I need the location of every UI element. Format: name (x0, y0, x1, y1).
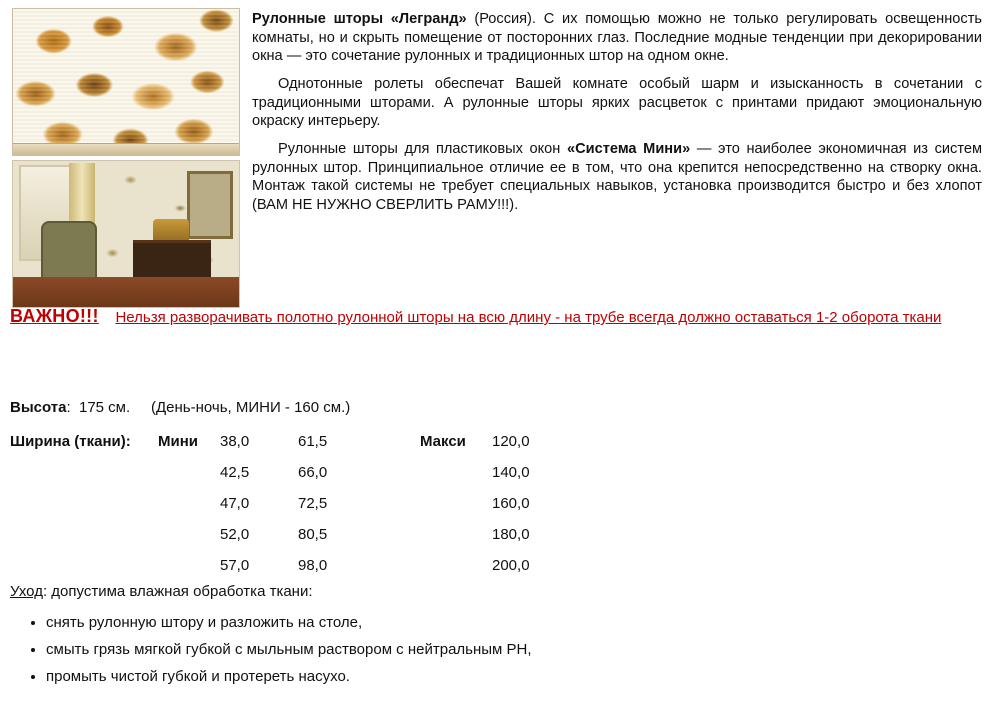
mini-value-3: 52,0 (220, 526, 250, 543)
spacer-cell (158, 550, 220, 581)
armchair (41, 221, 97, 283)
height-note: (День-ночь, МИНИ - 160 см.) (151, 399, 351, 416)
intro-paragraph-3 (252, 140, 982, 215)
table-row (10, 426, 582, 457)
maxi-header: Макси (420, 433, 466, 450)
blind-bottom-bar (13, 143, 239, 155)
room-interior-photo (12, 160, 240, 308)
width-table (10, 426, 582, 581)
mid-value-2: 72,5 (298, 495, 328, 512)
width-label-cell (10, 426, 158, 457)
image-column (12, 8, 240, 308)
mini-value-1: 42,5 (220, 464, 250, 481)
table-row (10, 457, 582, 488)
intro-paragraph-3-pre: Рулонные шторы для пластиковых окон (278, 141, 567, 158)
table-row (10, 550, 582, 581)
mini-value-0: 38,0 (220, 433, 250, 450)
mini-value-2: 47,0 (220, 495, 250, 512)
intro-paragraph-1 (252, 10, 982, 66)
spacer-cell (10, 457, 158, 488)
spacer-cell (10, 488, 158, 519)
table-row (10, 519, 582, 550)
width-separator: : (125, 433, 131, 450)
list-item: • смыть грязь мягкой губкой с мыльным раствором с нейтральным РН, (46, 641, 970, 660)
intro-text-column (252, 10, 982, 224)
maxi-value-2: 160,0 (492, 495, 530, 512)
mid-value-1: 66,0 (298, 464, 328, 481)
roller-blind-photo (12, 8, 240, 156)
spacer-cell (420, 457, 492, 488)
care-section (10, 583, 970, 694)
maxi-value-3: 180,0 (492, 526, 530, 543)
mini-value-4: 57,0 (220, 557, 250, 574)
mid-value-4: 98,0 (298, 557, 328, 574)
spacer-cell (420, 488, 492, 519)
mid-value-0: 61,5 (298, 433, 328, 450)
mini-header: Мини (158, 433, 198, 450)
intro-paragraph-2: Однотонные ролеты обеспечат Вашей комнате особый шарм и изысканность в сочетании с традиционными шторами. А рулонные шторы ярких расцветок с принтами придают эмоциональную окраску интерьеру. (252, 76, 982, 130)
specifications-section (10, 392, 980, 581)
spacer-cell (158, 519, 220, 550)
height-value: 175 см. (78, 399, 131, 416)
care-title: Уход (10, 583, 43, 600)
intro-paragraph-3-post: — это наиболее экономичная из систем рулонных штор. Принципиальное отличие ее в том, что она крепится непосредственно на створку окна. Монтаж такой системы не требует специальных навыков, установка производится быстро и без хлопот (ВАМ НЕ НУЖНО СВЕРЛИТЬ РАМУ!!!). (252, 141, 982, 214)
spacer-cell (158, 488, 220, 519)
height-separator: : (66, 399, 71, 416)
important-text: Нельзя разворачивать полотно рулонной шторы на всю длину - на трубе всегда должно оставаться 1-2 оборота ткани (115, 309, 942, 326)
care-separator: : (42, 583, 48, 600)
product-title: Рулонные шторы «Легранд» (252, 11, 467, 27)
console-table (133, 240, 211, 281)
spacer-cell (420, 519, 492, 550)
list-item: • снять рулонную штору и разложить на столе, (46, 614, 970, 633)
spacer-cell (10, 519, 158, 550)
mid-value-3: 80,5 (298, 526, 328, 543)
maxi-value-1: 140,0 (492, 464, 530, 481)
height-line (10, 392, 980, 424)
spacer-cell (420, 550, 492, 581)
spacer-cell (10, 550, 158, 581)
table-row (10, 488, 582, 519)
maxi-value-4: 200,0 (492, 557, 530, 574)
important-notice (10, 303, 985, 329)
care-heading (10, 583, 970, 600)
list-item: • промыть чистой губкой и протереть насухо. (46, 668, 970, 687)
fabric-texture (13, 9, 239, 155)
maxi-value-0: 120,0 (492, 433, 530, 450)
mirror (187, 171, 233, 239)
care-subtitle: допустима влажная обработка ткани: (51, 583, 313, 600)
width-label: Ширина (ткани) (10, 433, 126, 450)
care-list (10, 614, 970, 686)
important-badge: ВАЖНО!!! (10, 306, 99, 326)
spacer-cell (158, 457, 220, 488)
system-mini-name: «Система Мини» (567, 141, 691, 158)
intro-paragraph-1-rest: (Россия). С их помощью можно не только регулировать освещенность комнаты, но и скрыть помещение от посторонних глаз. Последние модные тенденции при декорировании окна — это сочетание рулонных и традиционных штор на одном окне. (252, 11, 982, 65)
height-label: Высота (10, 399, 67, 416)
